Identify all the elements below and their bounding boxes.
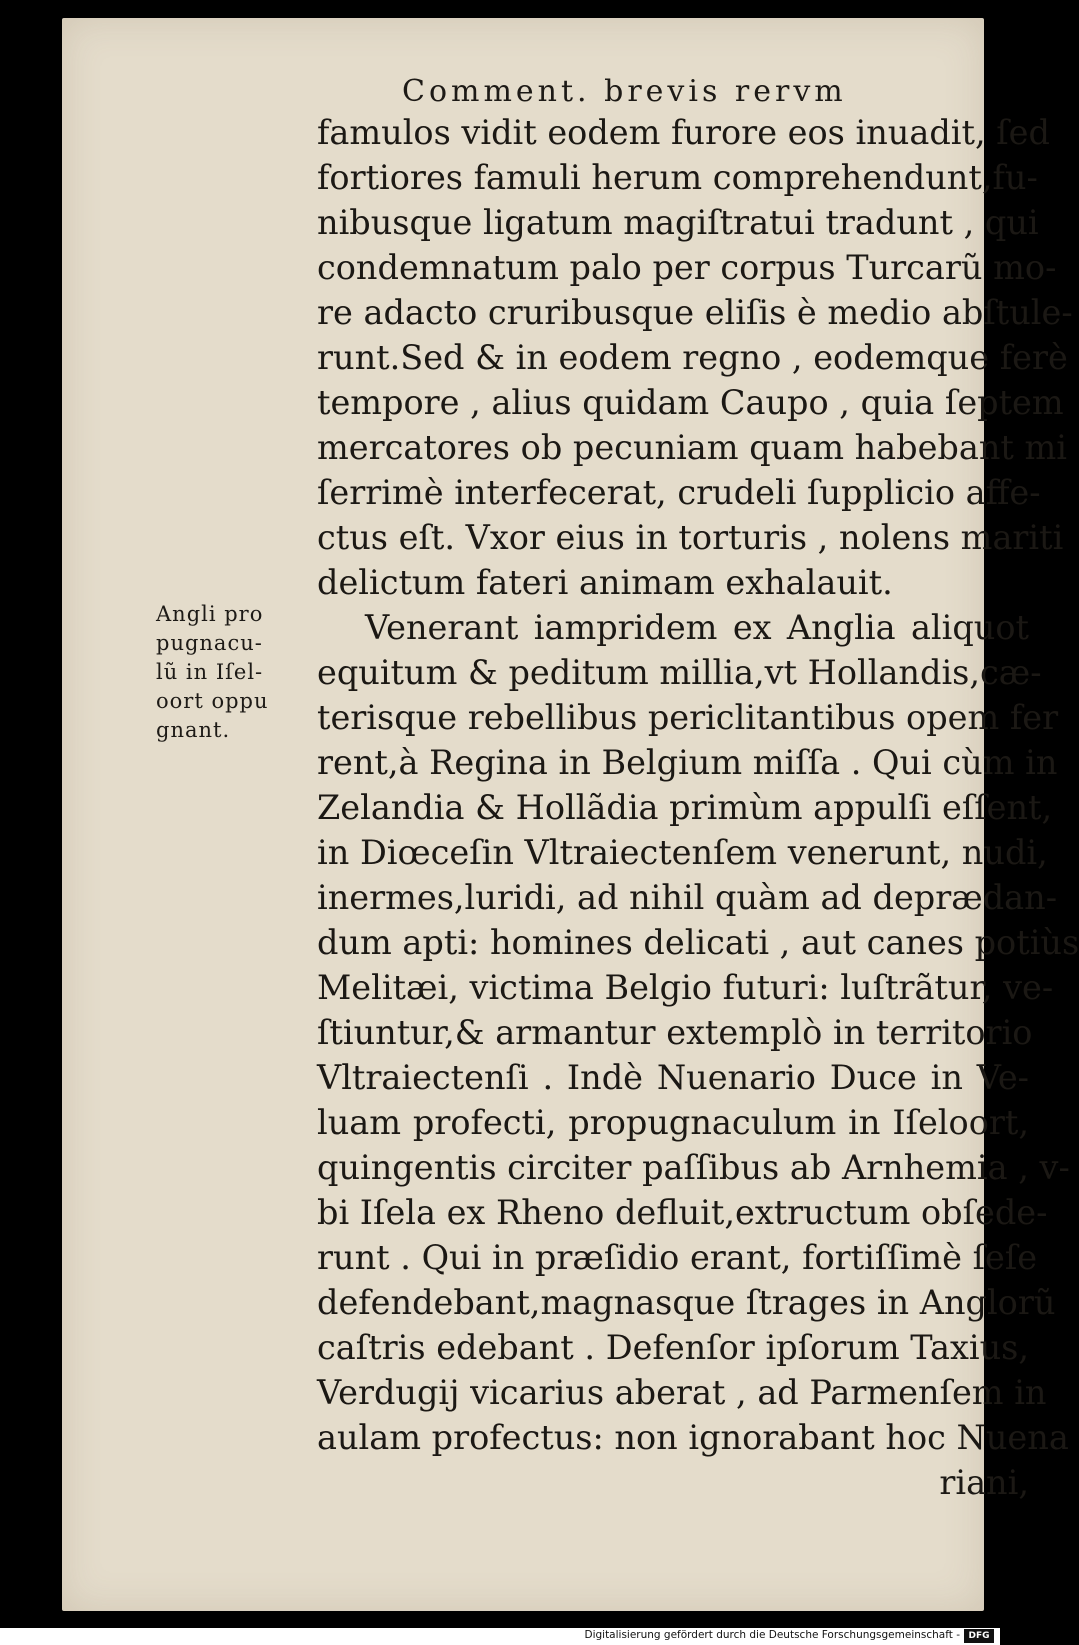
text-line: Verdugij vicarius aberat , ad Parmenſem in xyxy=(317,1373,1047,1412)
text-line: ſtiuntur,& armantur extemplò in territorio xyxy=(317,1013,1033,1052)
text-line: Melitæi, victima Belgio futuri: luſtrãtur, ve- xyxy=(317,968,1054,1007)
text-line: condemnatum palo per corpus Turcarũ mo- xyxy=(317,248,1057,287)
text-line: inermes,luridi, ad nihil quàm ad deprædan- xyxy=(317,878,1058,917)
marginal-note-line: Angli pro xyxy=(156,602,264,626)
text-line: dum apti: homines delicati , aut canes potiùs xyxy=(317,923,1079,962)
text-line: defendebant,magnasque ſtrages in Anglorũ xyxy=(317,1283,1056,1322)
text-line: tempore , alius quidam Caupo , quia ſeptem xyxy=(317,383,1064,422)
text-line: ſerrimè interfecerat, crudeli ſupplicio affe- xyxy=(317,473,1041,512)
text-line: caſtris edebant . Defenſor ipſorum Taxius, xyxy=(317,1328,1029,1367)
text-line: fortiores famuli herum comprehendunt,fu- xyxy=(317,158,1038,197)
marginal-note-line: pugnacu- xyxy=(156,631,263,655)
text-line: luam profecti, propugnaculum in Iſeloort, xyxy=(317,1103,1029,1142)
text-line: famulos vidit eodem furore eos inuadit, ſed xyxy=(317,113,1050,152)
catchword: riani, xyxy=(939,1463,1029,1502)
book-page xyxy=(62,18,1079,1611)
text-line: mercatores ob pecuniam quam habebant mi xyxy=(317,428,1068,467)
marginal-note-line: oort oppu xyxy=(156,689,269,713)
text-line: aulam profectus: non ignorabant hoc Nuena xyxy=(317,1418,1069,1457)
marginal-note-line: gnant. xyxy=(156,718,231,742)
digitization-footer xyxy=(0,1628,1000,1645)
marginal-note xyxy=(156,600,316,745)
text-line: Zelandia & Hollãdia primùm appulſi eſſent, xyxy=(317,788,1053,827)
text-line: Venerant iampridem ex Anglia aliquot xyxy=(365,608,1029,647)
text-line: nibusque ligatum magiſtratui tradunt , qui xyxy=(317,203,1039,242)
text-line: equitum & peditum millia,vt Hollandis,cæ- xyxy=(317,653,1042,692)
text-line: Vltraiectenſi . Indè Nuenario Duce in Ve- xyxy=(317,1058,1029,1097)
dfg-logo: DFG xyxy=(964,1629,994,1643)
text-line: runt . Qui in præſidio erant, fortiſſimè ſeſe xyxy=(317,1238,1038,1277)
marginal-note-line: lũ in Iſel- xyxy=(156,660,264,684)
text-line: bi Iſela ex Rheno defluit,extructum obſede- xyxy=(317,1193,1048,1232)
text-line: delictum fateri animam exhalauit. xyxy=(317,563,893,602)
running-headline: Comment. brevis rervm xyxy=(402,74,847,109)
text-line: rent,à Regina in Belgium miſſa . Qui cùm in xyxy=(317,743,1058,782)
text-line: re adacto cruribusque eliſis è medio abſtule- xyxy=(317,293,1073,332)
body-text xyxy=(317,110,1079,1505)
text-line: terisque rebellibus periclitantibus opem fer xyxy=(317,698,1059,737)
text-line: quingentis circiter paſſibus ab Arnhemia , v- xyxy=(317,1148,1070,1187)
text-line: ctus eſt. Vxor eius in torturis , nolens mariti xyxy=(317,518,1064,557)
funding-credit: Digitalisierung gefördert durch die Deutsche Forschungsgemeinschaft - xyxy=(584,1629,960,1641)
text-line: in Diœceſin Vltraiectenſem venerunt, nudi, xyxy=(317,833,1048,872)
text-line: runt.Sed & in eodem regno , eodemque ferè xyxy=(317,338,1068,377)
